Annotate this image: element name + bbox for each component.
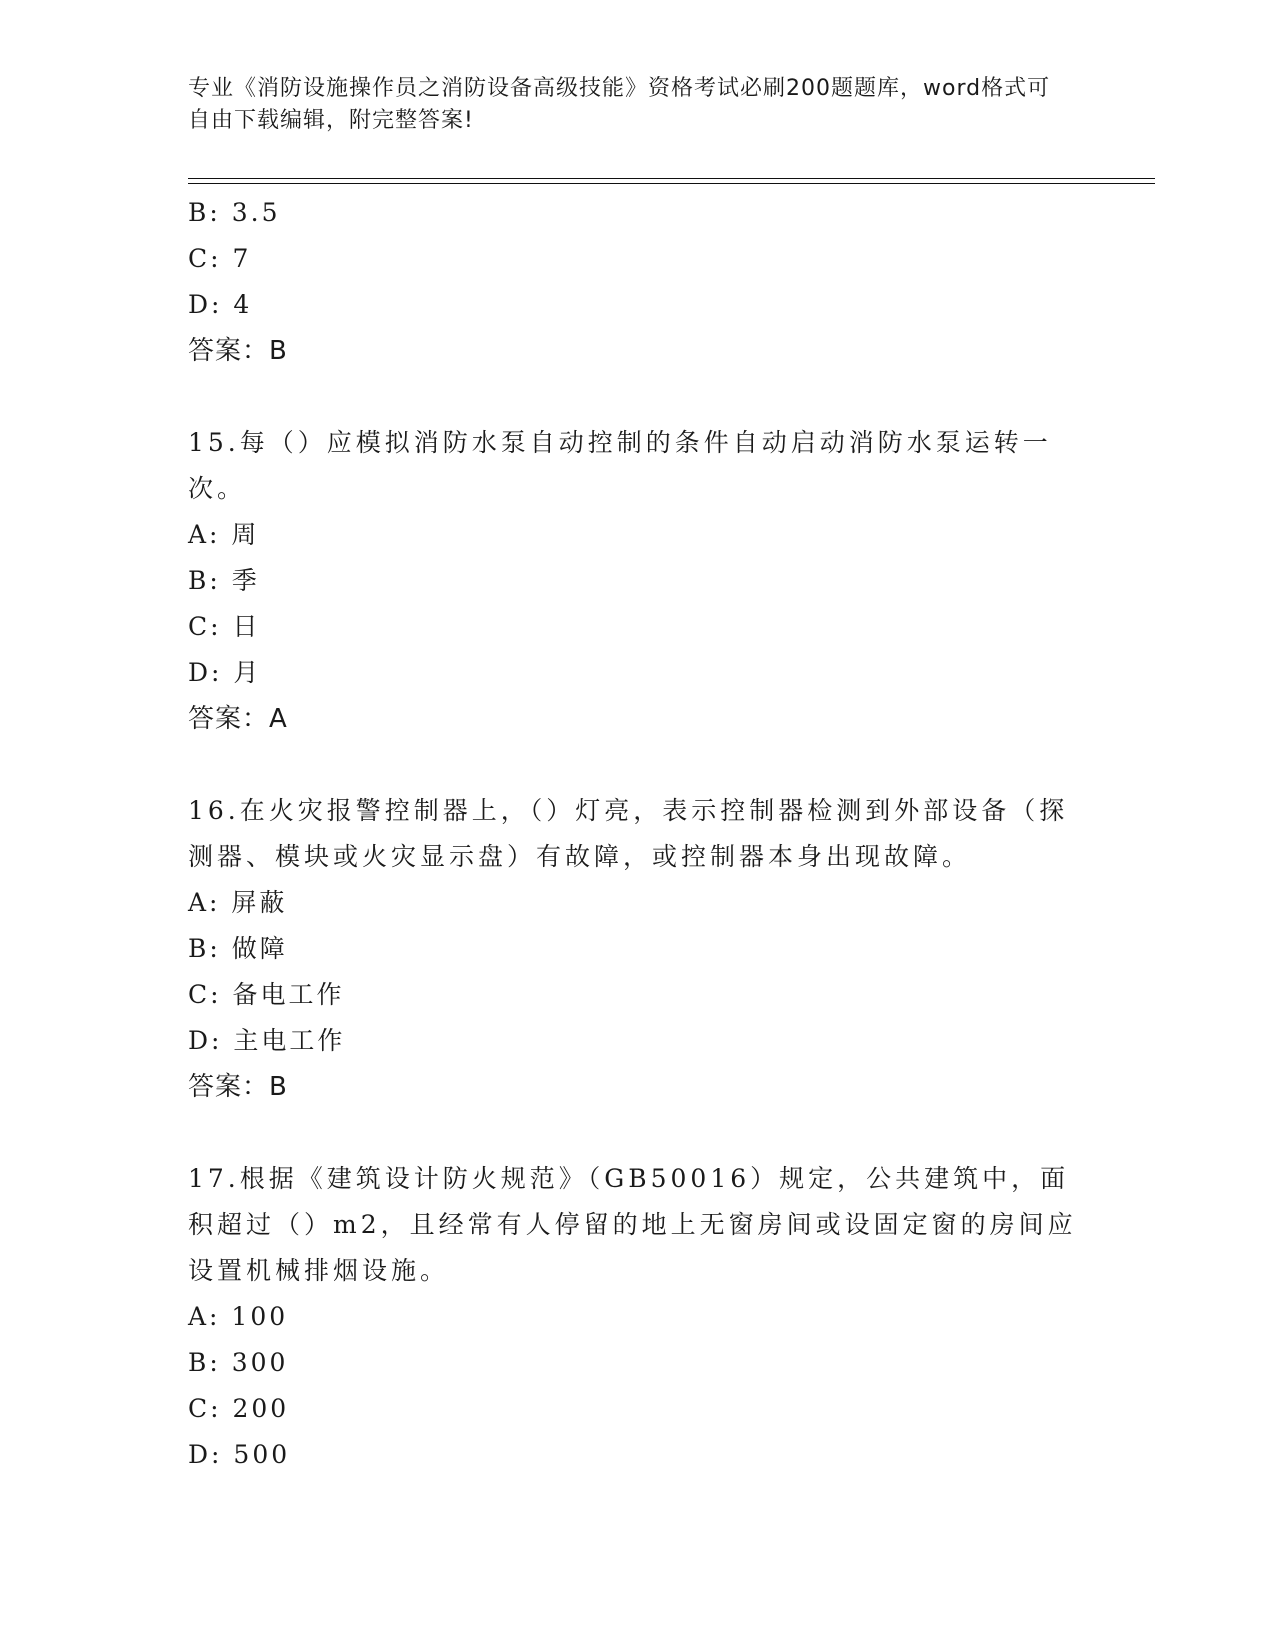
question-text: 16.在火灾报警控制器上，（）灯亮，表示控制器检测到外部设备（探测器、模块或火灾显示盘）有故障，或控制器本身出现故障。 [188,796,1069,871]
question-text: 15.每（）应模拟消防水泵自动控制的条件自动启动消防水泵运转一次。 [188,428,1052,503]
question-text: 17.根据《建筑设计防火规范》（GB50016）规定，公共建筑中，面积超过（）m2，且经常有人停留的地上无窗房间或设固定窗的房间应设置机械排烟设施。 [188,1164,1077,1285]
prev-question-tail [188,190,1088,374]
option-d: D: 主电工作 [188,1026,346,1055]
option-b: B: 季 [188,566,260,595]
option-c: C: 备电工作 [188,980,345,1009]
option-d: D: 500 [188,1440,291,1469]
option-a: A: 100 [188,1302,289,1331]
answer: 答案：B [188,1072,288,1102]
option-c: C: 200 [188,1394,290,1423]
option-c: C: 7 [188,244,252,273]
option-b: B: 300 [188,1348,289,1377]
question-15 [188,420,1088,742]
option-c: C: 日 [188,612,261,641]
option-a: A: 周 [188,520,260,549]
option-b: B: 做障 [188,934,288,963]
document-header: 专业《消防设施操作员之消防设备高级技能》资格考试必刷200题题库，word格式可自由下载编辑，附完整答案! [188,76,1051,133]
option-d: D: 月 [188,658,262,687]
header-divider-bottom [188,183,1155,184]
question-16 [188,788,1088,1110]
header-divider-top [188,178,1155,179]
option-b: B: 3.5 [188,198,281,227]
question-content [188,190,1088,1478]
answer: 答案：B [188,336,288,366]
answer: 答案：A [188,704,288,734]
option-a: A: 屏蔽 [188,888,288,917]
question-17 [188,1156,1088,1478]
option-d: D: 4 [188,290,253,319]
